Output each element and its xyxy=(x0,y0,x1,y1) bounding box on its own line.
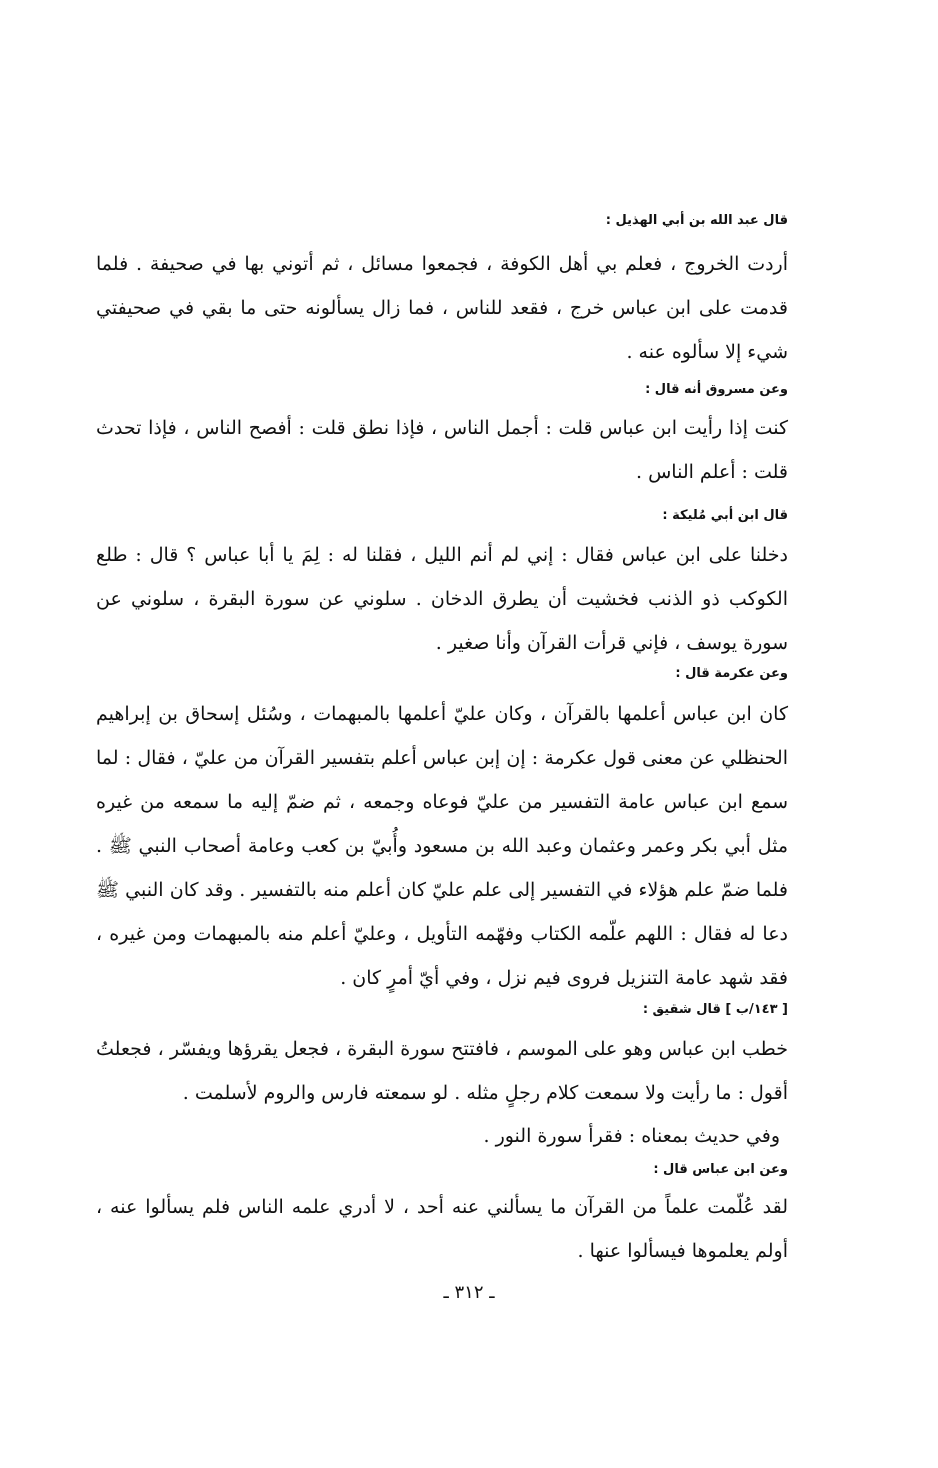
section-heading-4: وعن عكرمة قال : xyxy=(675,666,788,681)
section-heading-7: وعن ابن عباس قال : xyxy=(653,1162,788,1177)
page-number: ـ ٣١٢ ـ xyxy=(443,1282,495,1303)
section-text-2: كنت إذا رأيت ابن عباس قلت : أجمل الناس ، فإذا نطق قلت : أفصح الناس ، فإذا تحدث قلت : أعلم الناس . xyxy=(96,417,788,483)
section-heading-2: وعن مسروق أنه قال : xyxy=(645,382,788,397)
section-text-3: دخلنا على ابن عباس فقال : إني لم أنم الليل ، فقلنا له : لِمَ يا أبا عباس ؟ قال : طلع الكوكب ذو الذنب فخشيت أن يطرق الدخان . سلوني عن سورة البقرة ، سلوني عن سورة يوسف ، فإني قرأت القرآن وأنا صغير . xyxy=(96,544,788,654)
section-heading-3: قال ابن أبي مُليكة : xyxy=(662,508,788,523)
section-text-4: كان ابن عباس أعلمها بالقرآن ، وكان عليّ أعلمها بالمبهمات ، وسُئل إسحاق بن إبراهيم الحنظلي عن معنى قول عكرمة : إن إبن عباس أعلم بتفسير القرآن من عليّ ، فقال : لما سمع ابن عباس عامة التفسير من عليّ فوعاه وجمعه ، ثم ضمّ إليه ما سمعه من غيره مثل أبي بكر وعمر وعثمان وعبد الله بن مسعود وأُبيّ بن كعب وعامة أصحاب النبي ﷺ . فلما ضمّ علم هؤلاء في التفسير إلى علم عليّ كان أعلم منه بالتفسير . وقد كان النبي ﷺ دعا له فقال : اللهم علّمه الكتاب وفهّمه التأويل ، وعليّ أعلم منه بالمبهمات ومن غيره ، فقد شهد عامة التنزيل فروى فيم نزل ، وفي أيّ أمرٍ كان . xyxy=(96,703,788,989)
section-heading-5: [ ١٤٣/ب ] قال شقيق : xyxy=(642,1002,788,1017)
section-text-6: وفي حديث بمعناه : فقرأ سورة النور . xyxy=(483,1125,780,1147)
section-text-1: أردت الخروج ، فعلم بي أهل الكوفة ، فجمعوا مسائل ، ثم أتوني بها في صحيفة . فلما قدمت على ابن عباس خرج ، فقعد للناس ، فما زال يسألونه حتى ما بقي في صحيفتي شيء إلا سألوه عنه . xyxy=(96,253,788,363)
section-text-7: لقد عُلّمت علماً من القرآن ما يسألني عنه أحد ، لا أدري علمه الناس فلم يسألوا عنه ، أولم يعلموها فيسألوا عنها . xyxy=(96,1196,788,1262)
section-heading-1: قال عبد الله بن أبي الهذيل : xyxy=(605,213,788,228)
section-text-5: خطب ابن عباس وهو على الموسم ، فافتتح سورة البقرة ، فجعل يقرؤها ويفسّر ، فجعلتُ أقول : ما رأيت ولا سمعت كلام رجلٍ مثله . لو سمعته فارس والروم لأسلمت . xyxy=(96,1038,788,1104)
